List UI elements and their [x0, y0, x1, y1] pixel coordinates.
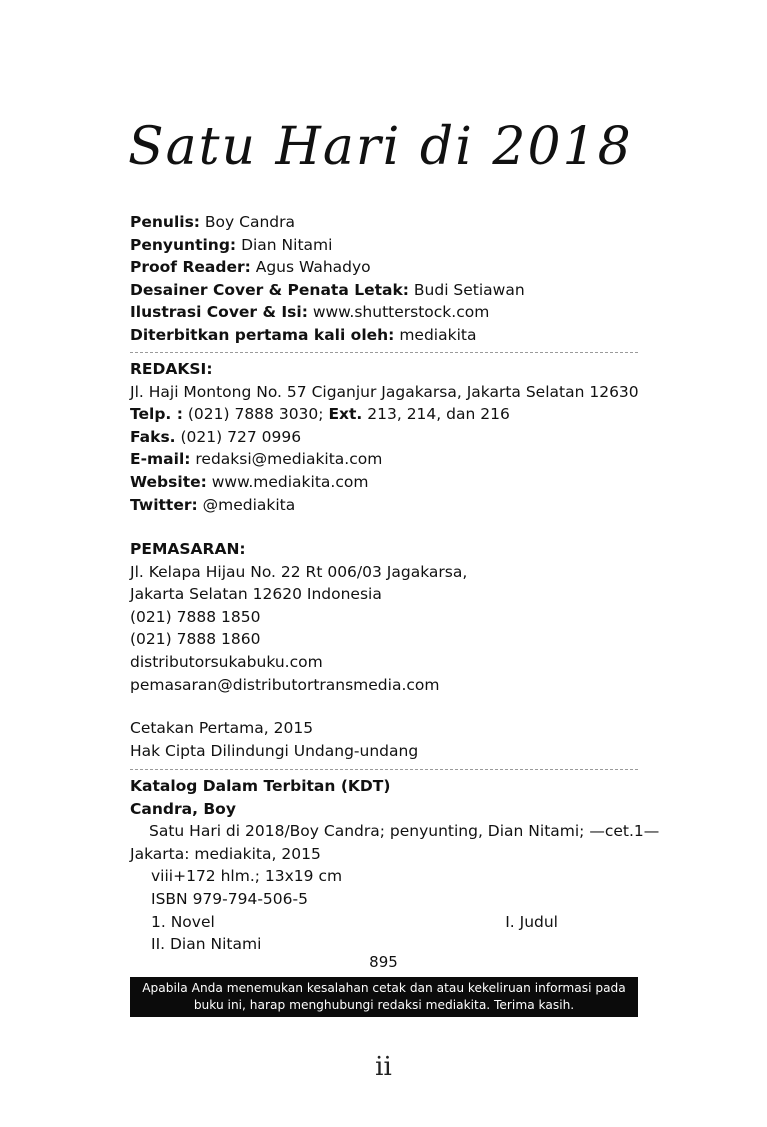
faks-value: (021) 727 0996 — [175, 427, 302, 446]
pemasaran-block — [130, 538, 640, 696]
pemasaran-heading-line — [130, 538, 640, 561]
redaksi-address: Jl. Haji Montong No. 57 Ciganjur Jagakarsa, Jakarta Selatan 12630 — [130, 382, 639, 401]
twitter-label: Twitter: — [130, 495, 198, 514]
email-value: redaksi@mediakita.com — [190, 450, 383, 469]
credit-value: mediakita — [394, 325, 477, 344]
credit-label: Proof Reader: — [130, 258, 251, 277]
kdt-block — [130, 775, 660, 956]
kdt-heading-line — [130, 775, 640, 798]
kdt-description: Satu Hari di 2018/Boy Candra; penyunting, Dian Nitami; —cet.1— — [149, 822, 660, 841]
credit-label: Penyunting: — [130, 235, 237, 254]
pemasaran-line: Jakarta Selatan 12620 Indonesia — [130, 585, 382, 604]
credit-line — [130, 256, 640, 279]
credit-label: Ilustrasi Cover & Isi: — [130, 303, 308, 322]
kdt-pages: viii+172 hlm.; 13x19 cm — [151, 867, 343, 886]
credit-label: Diterbitkan pertama kali oleh: — [130, 325, 395, 344]
divider — [130, 769, 638, 770]
telp-label: Telp. : — [130, 405, 183, 424]
credit-value: www.shutterstock.com — [307, 303, 490, 322]
kdt-isbn: ISBN 979-794-506-5 — [151, 889, 308, 908]
redaksi-block — [130, 358, 640, 516]
kdt-description-cont: Jakarta: mediakita, 2015 — [130, 844, 321, 863]
website-line — [130, 471, 640, 494]
pemasaran-line: pemasaran@distributortransmedia.com — [130, 675, 440, 694]
credit-line — [130, 324, 640, 347]
twitter-line — [130, 494, 640, 517]
kdt-added-entry: II. Dian Nitami — [151, 935, 262, 954]
printing-info: Cetakan Pertama, 2015 — [130, 719, 314, 737]
redaksi-heading: REDAKSI: — [130, 360, 213, 378]
notice-line: Apabila Anda menemukan kesalahan cetak dan atau kekeliruan informasi pada — [142, 981, 626, 995]
pemasaran-line: (021) 7888 1860 — [130, 630, 261, 649]
credit-value: Agus Wahadyo — [250, 258, 371, 277]
kdt-title-entry: I. Judul — [505, 912, 558, 931]
pemasaran-line: Jl. Kelapa Hijau No. 22 Rt 006/03 Jagakarsa, — [130, 562, 468, 581]
pemasaran-line: distributorsukabuku.com — [130, 652, 323, 671]
ext-value: 213, 214, dan 216 — [362, 405, 510, 424]
page-number: ii — [375, 1052, 392, 1082]
pemasaran-line: (021) 7888 1850 — [130, 607, 261, 626]
credits-block — [130, 211, 640, 347]
credit-label: Penulis: — [130, 213, 200, 231]
notice-line: buku ini, harap menghubungi redaksi mediakita. Terima kasih. — [193, 998, 575, 1012]
kdt-subject-row — [130, 911, 640, 934]
credit-line — [130, 211, 640, 234]
faks-line — [130, 426, 640, 449]
credit-value: Dian Nitami — [236, 235, 333, 254]
pemasaran-heading: PEMASARAN: — [130, 540, 246, 558]
telp-value: (021) 7888 3030; — [182, 405, 329, 424]
credit-line — [130, 301, 640, 324]
credit-line — [130, 279, 640, 302]
email-line — [130, 448, 640, 471]
kdt-author: Candra, Boy — [130, 799, 236, 818]
twitter-value: @mediakita — [197, 495, 296, 514]
redaksi-heading-line — [130, 358, 640, 381]
kdt-heading: Katalog Dalam Terbitan (KDT) — [130, 777, 391, 795]
telp-line — [130, 403, 640, 426]
kdt-author-line — [130, 798, 640, 821]
edition-block — [130, 717, 640, 762]
ext-label: Ext. — [328, 405, 363, 424]
kdt-subject: 1. Novel — [151, 912, 215, 931]
email-label: E-mail: — [130, 450, 191, 469]
book-title: Satu Hari di 2018 — [128, 117, 633, 177]
faks-label: Faks. — [130, 427, 176, 446]
website-label: Website: — [130, 472, 207, 491]
divider — [130, 352, 638, 353]
copyright-info: Hak Cipta Dilindungi Undang-undang — [130, 741, 419, 760]
classification-number: 895 — [369, 953, 398, 971]
credit-value: Budi Setiawan — [408, 280, 525, 299]
credit-label: Desainer Cover & Penata Letak: — [130, 280, 409, 299]
credit-line — [130, 234, 640, 257]
credit-value: Boy Candra — [200, 213, 295, 231]
website-value: www.mediakita.com — [206, 472, 369, 491]
notice-box — [130, 977, 638, 1017]
